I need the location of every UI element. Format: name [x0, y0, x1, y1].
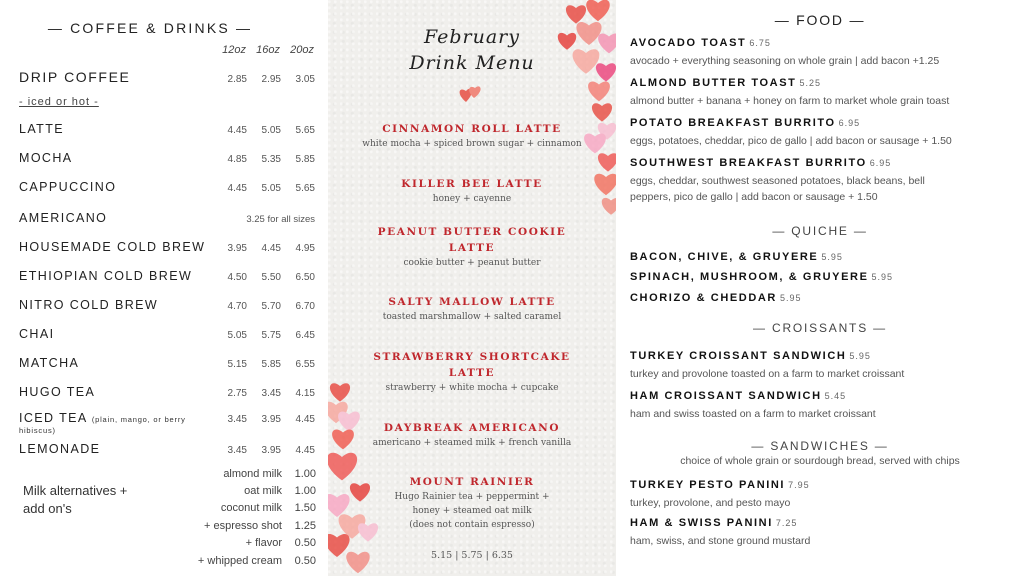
- food-price: 6.75: [749, 38, 771, 48]
- special-mount-rainier: [328, 474, 616, 532]
- drink-row-nitro-cold-brew: [19, 298, 315, 312]
- food-name: BACON, CHIVE, & GRUYERE: [630, 251, 819, 263]
- price-20oz: 6.45: [295, 330, 315, 341]
- drink-prices: [213, 301, 315, 312]
- price-20oz: 6.55: [295, 359, 315, 370]
- sandwiches-section-title: — SANDWICHES —: [751, 439, 889, 453]
- food-price: 6.95: [869, 158, 892, 168]
- drink-prices: [213, 154, 315, 165]
- special-name: SALTY MALLOW LATTE: [388, 296, 556, 308]
- drink-name: HOUSEMADE COLD BREW: [19, 240, 206, 254]
- special-salty-mallow-latte: [328, 294, 616, 324]
- price-12oz: 4.45: [227, 183, 247, 194]
- price-12oz: 5.05: [227, 330, 247, 341]
- coffee-section-title: — COFFEE & DRINKS —: [47, 20, 253, 36]
- price-16oz: 3.95: [261, 445, 281, 456]
- food-price: 7.25: [775, 518, 798, 528]
- drink-name: ETHIOPIAN COLD BREW: [19, 269, 193, 283]
- drink-row-iced-tea: [19, 411, 315, 425]
- special-killer-bee-latte: [328, 176, 616, 206]
- price-12oz: 3.45: [227, 445, 247, 456]
- food-price: 5.25: [799, 78, 821, 88]
- food-price: 5.95: [821, 252, 843, 262]
- special-desc: americano + steamed milk + french vanilla: [372, 438, 572, 448]
- price-16oz: 5.05: [261, 125, 281, 136]
- drink-row-cappuccino: [19, 180, 315, 194]
- price-12oz: 3.45: [227, 414, 247, 425]
- milk-label-line1: Milk alternatives +: [23, 483, 128, 498]
- drink-name: AMERICANO: [19, 211, 108, 225]
- addon-item: [116, 535, 316, 552]
- addon-item: [116, 517, 316, 534]
- croissant-item-ham: [630, 386, 1020, 422]
- drink-prices: [213, 125, 315, 136]
- price-20oz: 3.05: [295, 74, 315, 85]
- special-cinnamon-roll-latte: [328, 121, 616, 151]
- size-headers: [212, 44, 314, 56]
- drink-row-hugo-tea: [19, 385, 315, 399]
- addon-name: + flavor: [245, 537, 282, 550]
- food-name: TURKEY CROISSANT SANDWICH: [630, 350, 847, 362]
- price-12oz: 2.85: [227, 74, 247, 85]
- special-name: MOUNT RAINIER: [409, 476, 535, 488]
- size-12oz: 12oz: [222, 44, 246, 56]
- addon-item: [116, 482, 316, 499]
- special-daybreak-americano: [328, 420, 616, 450]
- milk-label-line2: add on's: [23, 501, 72, 516]
- special-desc: cookie butter + peanut butter: [403, 258, 541, 268]
- americano-price: 3.25 for all sizes: [246, 214, 315, 225]
- february-specials-panel: [328, 0, 616, 576]
- drink-prices: [213, 414, 315, 425]
- price-16oz: 5.70: [261, 301, 281, 312]
- food-desc: ham, swiss, and stone ground mustard: [630, 535, 811, 547]
- food-section-title: — FOOD —: [774, 12, 866, 28]
- drink-name: MATCHA: [19, 356, 80, 370]
- price-20oz: 5.65: [295, 183, 315, 194]
- price-12oz: 4.50: [227, 272, 247, 283]
- addon-name: coconut milk: [220, 502, 282, 515]
- food-price: 7.95: [788, 480, 810, 490]
- drink-name: CAPPUCCINO: [19, 180, 117, 194]
- special-desc: toasted marshmallow + salted caramel: [382, 312, 562, 322]
- drink-name: NITRO COLD BREW: [19, 298, 159, 312]
- drink-row-lemonade: [19, 442, 315, 456]
- drink-row-chai: [19, 327, 315, 341]
- special-name: KILLER BEE LATTE: [401, 178, 543, 190]
- special-name: STRAWBERRY SHORTCAKE: [373, 351, 571, 363]
- special-name: PEANUT BUTTER COOKIE: [377, 226, 567, 238]
- special-desc: white mocha + spiced brown sugar + cinnamon: [362, 139, 582, 149]
- croissants-section-title: — CROISSANTS —: [753, 321, 887, 335]
- drink-name: [19, 411, 213, 425]
- drink-row-latte: [19, 122, 315, 136]
- food-item-avocado-toast: [630, 33, 1020, 69]
- price-12oz: 2.75: [227, 388, 247, 399]
- addon-name: almond milk: [223, 467, 282, 480]
- specials-title: [328, 24, 616, 76]
- quiche-section-title: — QUICHE —: [772, 224, 868, 238]
- croissant-item-turkey: [630, 346, 1020, 382]
- iced-tea-note-continued: hibiscus): [19, 426, 56, 435]
- addon-price: 0.50: [294, 537, 316, 550]
- food-desc: avocado + everything seasoning on whole grain | add bacon +1.25: [630, 55, 940, 67]
- title-line2: Drink Menu: [409, 52, 535, 74]
- price-16oz: 4.45: [261, 243, 281, 254]
- price-16oz: 5.50: [261, 272, 281, 283]
- food-desc: ham and swiss toasted on a farm to market croissant: [630, 408, 876, 420]
- addon-price: 1.50: [294, 502, 316, 515]
- drink-prices: [213, 272, 315, 283]
- special-peanut-butter-cookie-latte: [328, 224, 616, 270]
- food-desc: turkey and provolone toasted on a farm to market croissant: [630, 368, 905, 380]
- food-name: HAM & SWISS PANINI: [630, 517, 773, 529]
- price-20oz: 4.45: [295, 445, 315, 456]
- drink-name: MOCHA: [19, 151, 73, 165]
- addon-item: [116, 500, 316, 517]
- food-name: SPINACH, MUSHROOM, & GRUYERE: [630, 271, 869, 283]
- price-12oz: 4.85: [227, 154, 247, 165]
- drink-row-housemade-cold-brew: [19, 240, 315, 254]
- quiche-item-bacon-chive-gruyere: [630, 247, 1020, 265]
- price-20oz: 5.85: [295, 154, 315, 165]
- addon-price: 1.00: [294, 467, 316, 480]
- drink-row-matcha: [19, 356, 315, 370]
- price-16oz: 3.45: [261, 388, 281, 399]
- coffee-drinks-panel: [0, 0, 328, 576]
- drink-name: DRIP COFFEE: [19, 69, 131, 85]
- price-20oz: 4.15: [295, 388, 315, 399]
- addon-price: 1.25: [294, 519, 316, 532]
- drink-prices: [213, 330, 315, 341]
- iced-or-hot-note: - iced or hot -: [19, 96, 99, 108]
- special-name-line2: LATTE: [448, 242, 496, 254]
- price-16oz: 5.75: [261, 330, 281, 341]
- addon-name: + espresso shot: [204, 519, 282, 532]
- drink-name: LEMONADE: [19, 442, 101, 456]
- food-item-potato-breakfast-burrito: [630, 113, 1020, 149]
- addon-price: 1.00: [294, 485, 316, 498]
- addon-price: 0.50: [294, 554, 316, 567]
- drink-name: CHAI: [19, 327, 55, 341]
- price-20oz: 4.95: [295, 243, 315, 254]
- special-desc: strawberry + white mocha + cupcake: [385, 383, 559, 393]
- addons-list: [116, 465, 316, 569]
- special-strawberry-shortcake-latte: [328, 349, 616, 395]
- drink-prices: [213, 183, 315, 194]
- special-desc: honey + cayenne: [432, 194, 512, 204]
- drink-row-mocha: [19, 151, 315, 165]
- drink-name: HUGO TEA: [19, 385, 96, 399]
- special-name: DAYBREAK AMERICANO: [383, 422, 561, 434]
- special-name-line2: LATTE: [448, 367, 496, 379]
- addon-name: oat milk: [244, 485, 282, 498]
- food-item-almond-butter-toast: [630, 73, 1020, 109]
- food-name: ALMOND BUTTER TOAST: [630, 77, 797, 89]
- food-desc: eggs, potatoes, cheddar, pico de gallo | add bacon or sausage + 1.50: [630, 135, 952, 147]
- drink-prices: [213, 243, 315, 254]
- addon-name: + whipped cream: [197, 554, 282, 567]
- iced-tea-name: ICED TEA: [19, 411, 87, 425]
- price-20oz: 5.65: [295, 125, 315, 136]
- special-name: CINNAMON ROLL LATTE: [382, 123, 562, 135]
- price-12oz: 4.45: [227, 125, 247, 136]
- food-item-southwest-breakfast-burrito: [630, 153, 1020, 205]
- drink-row-ethiopian-cold-brew: [19, 269, 315, 283]
- size-20oz: 20oz: [290, 44, 314, 56]
- price-16oz: 5.85: [261, 359, 281, 370]
- sandwich-item-ham-swiss-panini: [630, 513, 1020, 549]
- sandwiches-subtitle: choice of whole grain or sourdough bread, served with chips: [680, 455, 960, 467]
- drink-prices: [213, 359, 315, 370]
- addon-item: [116, 552, 316, 569]
- food-name: SOUTHWEST BREAKFAST BURRITO: [630, 157, 867, 169]
- food-name: TURKEY PESTO PANINI: [630, 479, 786, 491]
- price-12oz: 5.15: [227, 359, 247, 370]
- iced-tea-note: (plain, mango, or berry: [91, 415, 186, 424]
- drink-prices: [213, 445, 315, 456]
- quiche-item-spinach-mushroom-gruyere: [630, 267, 1020, 285]
- food-name: CHORIZO & CHEDDAR: [630, 292, 777, 304]
- food-price: 5.45: [824, 391, 847, 401]
- price-20oz: 6.50: [295, 272, 315, 283]
- sandwich-item-turkey-pesto-panini: [630, 475, 1020, 511]
- special-desc-line3: (does not contain espresso): [409, 520, 535, 530]
- food-name: AVOCADO TOAST: [630, 37, 747, 49]
- food-price: 5.95: [871, 272, 894, 282]
- special-desc-line2: honey + steamed oat milk: [412, 506, 532, 516]
- size-16oz: 16oz: [256, 44, 280, 56]
- price-16oz: 5.35: [261, 154, 281, 165]
- food-price: 5.95: [849, 351, 871, 361]
- drink-prices: [213, 74, 315, 85]
- drink-row-drip-coffee: [19, 69, 315, 85]
- price-20oz: 4.45: [295, 414, 315, 425]
- specials-price: 5.15 | 5.75 | 6.35: [431, 550, 513, 561]
- food-desc: eggs, cheddar, southwest seasoned potatoes, black beans, bell: [630, 175, 925, 187]
- drink-prices: [213, 388, 315, 399]
- price-20oz: 6.70: [295, 301, 315, 312]
- price-12oz: 3.95: [227, 243, 247, 254]
- price-16oz: 5.05: [261, 183, 281, 194]
- food-desc: almond butter + banana + honey on farm to market whole grain toast: [630, 95, 950, 107]
- price-16oz: 2.95: [261, 74, 281, 85]
- price-16oz: 3.95: [261, 414, 281, 425]
- quiche-item-chorizo-cheddar: [630, 288, 1020, 306]
- food-desc: turkey, provolone, and pesto mayo: [630, 497, 791, 509]
- food-price: 6.95: [838, 118, 861, 128]
- two-hearts-icon: [458, 82, 484, 104]
- addon-item: [116, 465, 316, 482]
- food-name: POTATO BREAKFAST BURRITO: [630, 117, 836, 129]
- price-12oz: 4.70: [227, 301, 247, 312]
- food-name: HAM CROISSANT SANDWICH: [630, 390, 822, 402]
- food-price: 5.95: [779, 293, 802, 303]
- title-line1: February: [423, 26, 520, 48]
- drink-name: LATTE: [19, 122, 64, 136]
- food-desc-line2: peppers, pico de gallo | add bacon or sausage + 1.50: [630, 191, 878, 203]
- special-desc: Hugo Rainier tea + peppermint +: [394, 492, 550, 502]
- drink-row-americano: [19, 211, 315, 225]
- food-panel: [616, 0, 1024, 576]
